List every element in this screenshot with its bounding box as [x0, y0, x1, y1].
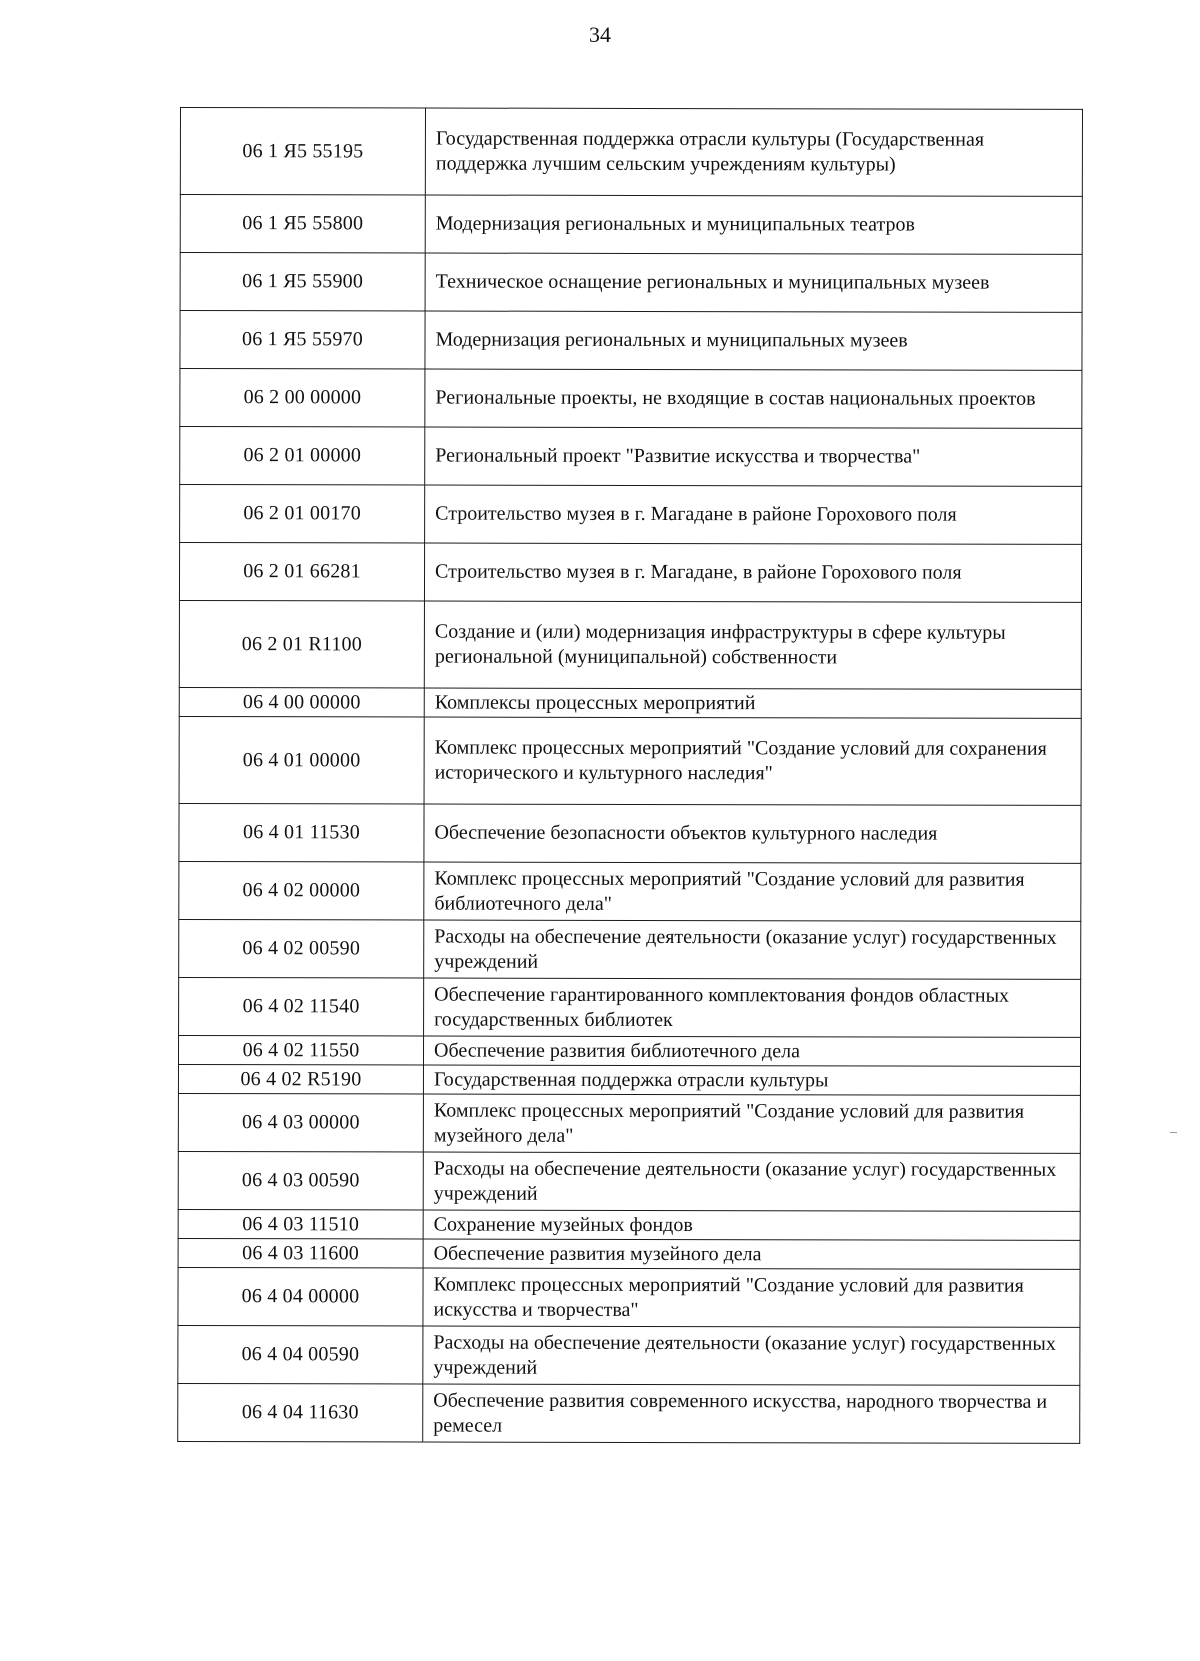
table-row — [180, 311, 1082, 371]
description-cell: Обеспечение развития библиотечного дела — [423, 1036, 1080, 1066]
table-row — [178, 1238, 1080, 1269]
table-row — [179, 977, 1081, 1037]
table-row — [180, 253, 1082, 313]
classification-code-cell: 06 4 00 00000 — [179, 687, 424, 717]
classification-code-cell: 06 4 01 11530 — [179, 803, 424, 862]
description-cell: Создание и (или) модернизация инфраструктуры в сфере культуры региональной (муниципальной) собственности — [424, 601, 1081, 689]
description-cell: Строительство музея в г. Магадане, в районе Горохового поля — [424, 543, 1081, 602]
description-cell: Государственная поддержка отрасли культуры — [423, 1065, 1080, 1095]
classification-code-cell: 06 4 02 00000 — [179, 861, 424, 920]
table-row — [179, 600, 1081, 689]
classification-code-cell: 06 4 03 00000 — [178, 1093, 423, 1152]
description-cell: Расходы на обеспечение деятельности (оказание услуг) государственных учреждений — [424, 920, 1081, 979]
description-cell: Региональные проекты, не входящие в состав национальных проектов — [425, 369, 1082, 428]
table-row — [178, 1267, 1080, 1327]
classification-code-cell: 06 4 04 00590 — [178, 1325, 423, 1384]
table-row — [179, 919, 1081, 979]
description-cell: Обеспечение безопасности объектов культурного наследия — [424, 804, 1081, 863]
table-row — [180, 485, 1082, 545]
description-cell: Сохранение музейных фондов — [423, 1210, 1080, 1240]
description-cell: Государственная поддержка отрасли культуры (Государственная поддержка лучшим сельским учреждениям культуры) — [425, 108, 1082, 196]
table-row — [178, 1035, 1080, 1066]
classification-code-cell: 06 4 03 11600 — [178, 1238, 423, 1268]
classification-code-cell: 06 4 04 00000 — [178, 1267, 423, 1326]
table-row — [178, 1325, 1080, 1385]
description-cell: Комплекс процессных мероприятий "Создание условий для развития искусства и творчества" — [423, 1268, 1080, 1327]
description-cell: Обеспечение гарантированного комплектования фондов областных государственных библиотек — [424, 978, 1081, 1037]
classification-code-cell: 06 1 Я5 55900 — [180, 253, 425, 312]
table-row — [178, 1383, 1080, 1443]
page-number: 34 — [589, 22, 611, 47]
table-row — [180, 108, 1082, 197]
description-cell: Обеспечение развития музейного дела — [423, 1239, 1080, 1269]
table-row — [180, 195, 1082, 255]
description-cell: Комплекс процессных мероприятий "Создание условий для развития библиотечного дела" — [424, 862, 1081, 921]
table-row — [178, 1093, 1080, 1153]
classification-code-cell: 06 4 02 00590 — [179, 919, 424, 978]
table-row — [179, 687, 1081, 718]
description-cell: Строительство музея в г. Магадане в районе Горохового поля — [425, 485, 1082, 544]
table-row — [180, 427, 1082, 487]
classification-code-cell: 06 2 01 00170 — [180, 485, 425, 544]
description-cell: Региональный проект "Развитие искусства и творчества" — [425, 427, 1082, 486]
table-row — [178, 1209, 1080, 1240]
classification-code-cell: 06 1 Я5 55195 — [180, 108, 425, 196]
description-cell: Комплекс процессных мероприятий "Создание условий для развития музейного дела" — [423, 1094, 1080, 1153]
classification-code-cell: 06 4 03 11510 — [178, 1209, 423, 1239]
classification-code-cell: 06 1 Я5 55970 — [180, 311, 425, 370]
table-row — [179, 803, 1081, 863]
table-row — [179, 861, 1081, 921]
description-cell: Модернизация региональных и муниципальных музеев — [425, 311, 1082, 370]
table-row — [180, 369, 1082, 429]
table-row — [178, 1151, 1080, 1211]
classification-code-cell: 06 4 02 R5190 — [178, 1064, 423, 1094]
table-row — [179, 716, 1081, 805]
classification-code-cell: 06 4 02 11550 — [178, 1035, 423, 1065]
table-row — [179, 543, 1081, 603]
table-body — [178, 108, 1083, 1444]
description-cell: Комплекс процессных мероприятий "Создание условий для сохранения исторического и культурного наследия" — [424, 717, 1081, 805]
scan-artifact-mark — [1170, 1132, 1177, 1133]
classification-code-cell: 06 2 01 00000 — [180, 427, 425, 486]
budget-classification-table — [177, 107, 1083, 1444]
classification-code-cell: 06 2 01 66281 — [179, 543, 424, 602]
classification-code-cell: 06 2 01 R1100 — [179, 600, 424, 688]
classification-code-cell: 06 4 01 00000 — [179, 716, 424, 804]
description-cell: Комплексы процессных мероприятий — [424, 688, 1081, 718]
classification-code-cell: 06 2 00 00000 — [180, 369, 425, 428]
table-row — [178, 1064, 1080, 1095]
description-cell: Обеспечение развития современного искусства, народного творчества и ремесел — [423, 1384, 1080, 1443]
description-cell: Расходы на обеспечение деятельности (оказание услуг) государственных учреждений — [423, 1152, 1080, 1211]
classification-code-cell: 06 4 02 11540 — [179, 977, 424, 1036]
description-cell: Техническое оснащение региональных и муниципальных музеев — [425, 253, 1082, 312]
classification-code-cell: 06 1 Я5 55800 — [180, 195, 425, 254]
description-cell: Модернизация региональных и муниципальных театров — [425, 195, 1082, 254]
description-cell: Расходы на обеспечение деятельности (оказание услуг) государственных учреждений — [423, 1326, 1080, 1385]
classification-code-cell: 06 4 04 11630 — [178, 1383, 423, 1442]
classification-code-cell: 06 4 03 00590 — [178, 1151, 423, 1210]
